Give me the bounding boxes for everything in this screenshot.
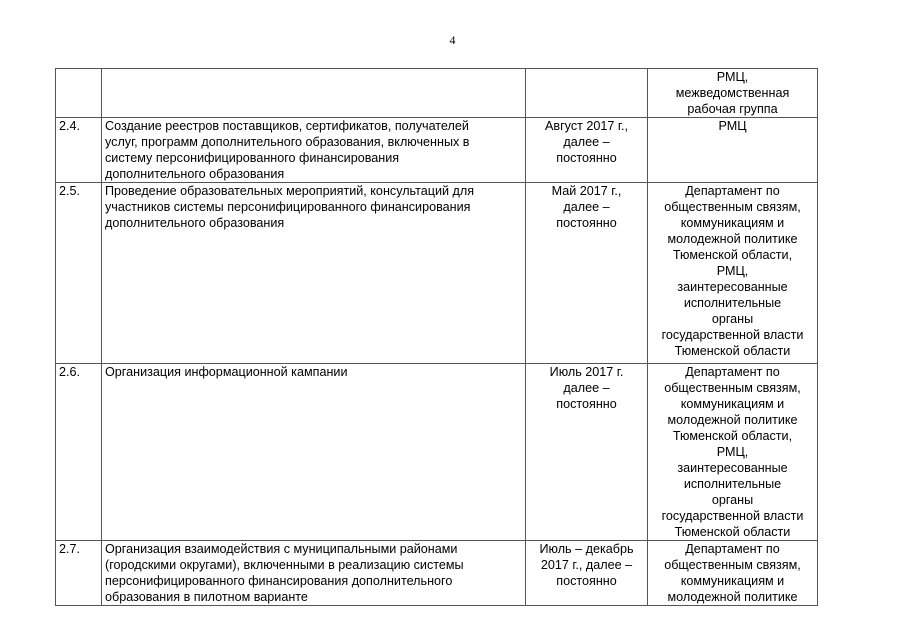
table-row: [56, 541, 818, 606]
page-number: 4: [449, 33, 456, 47]
table-row: [56, 69, 818, 118]
item-number-cell: 2.5.: [56, 183, 102, 364]
item-responsible-line: заинтересованные: [677, 461, 788, 475]
item-responsible-line: РМЦ: [718, 119, 747, 133]
item-date-line: далее –: [563, 381, 610, 395]
item-responsible-line: молодежной политике: [667, 413, 798, 427]
item-responsible-line: Тюменской области: [674, 344, 791, 358]
item-date-cell: [526, 118, 648, 183]
item-text-line: Организация взаимодействия с муниципальными районами: [105, 542, 458, 556]
item-responsible-line: молодежной политике: [667, 590, 798, 604]
item-text-cell: [102, 183, 526, 364]
item-text-line: персонифицированного финансирования дополнительного: [105, 574, 453, 588]
item-responsible-line: общественным связям,: [664, 381, 801, 395]
item-number-cell: [56, 69, 102, 118]
item-responsible-line: общественным связям,: [664, 558, 801, 572]
item-text-line: систему персонифицированного финансирования: [105, 151, 400, 165]
item-date-cell: [526, 541, 648, 606]
item-text-line: Организация информационной кампании: [105, 365, 348, 379]
item-date-cell: [526, 364, 648, 541]
item-date-line: Август 2017 г.,: [545, 119, 628, 133]
item-responsible-line: РМЦ,: [716, 264, 749, 278]
item-responsible-line: Департамент по: [685, 184, 780, 198]
item-responsible-cell: [648, 183, 818, 364]
item-responsible-cell: [648, 118, 818, 183]
item-responsible-line: государственной власти: [661, 328, 804, 342]
item-date-line: постоянно: [556, 397, 617, 411]
item-date-line: далее –: [563, 135, 610, 149]
item-responsible-line: Тюменской области: [674, 525, 791, 539]
item-text-line: образования в пилотном варианте: [105, 590, 308, 604]
item-responsible-line: исполнительные: [683, 477, 782, 491]
item-text-line: дополнительного образования: [105, 167, 285, 181]
table-row: [56, 118, 818, 183]
item-responsible-line: коммуникациям и: [680, 574, 785, 588]
item-responsible-cell: [648, 69, 818, 118]
item-text-cell: [102, 118, 526, 183]
item-date-line: постоянно: [556, 574, 617, 588]
item-text-line: (городскими округами), включенными в реализацию системы: [105, 558, 464, 572]
item-responsible-line: Тюменской области,: [672, 248, 793, 262]
item-responsible-line: рабочая группа: [687, 102, 778, 116]
item-date-line: Июль 2017 г.: [549, 365, 624, 379]
item-responsible-line: общественным связям,: [664, 200, 801, 214]
item-responsible-line: заинтересованные: [677, 280, 788, 294]
item-responsible-line: государственной власти: [661, 509, 804, 523]
item-responsible-line: Департамент по: [685, 365, 780, 379]
item-responsible-line: межведомственная: [675, 86, 790, 100]
item-responsible-line: молодежной политике: [667, 232, 798, 246]
item-responsible-line: органы: [711, 312, 754, 326]
item-responsible-line: органы: [711, 493, 754, 507]
item-date-line: Май 2017 г.,: [551, 184, 622, 198]
item-text-line: Создание реестров поставщиков, сертификатов, получателей: [105, 119, 469, 133]
item-responsible-line: РМЦ,: [716, 70, 749, 84]
item-responsible-cell: [648, 364, 818, 541]
item-date-line: далее –: [563, 200, 610, 214]
item-responsible-cell: [648, 541, 818, 606]
item-responsible-line: коммуникациям и: [680, 216, 785, 230]
item-responsible-line: коммуникациям и: [680, 397, 785, 411]
item-date-line: Июль – декабрь: [539, 542, 634, 556]
item-text-line: Проведение образовательных мероприятий, консультаций для: [105, 184, 475, 198]
item-text-line: услуг, программ дополнительного образования, включенных в: [105, 135, 470, 149]
item-date-cell: [526, 69, 648, 118]
item-text-cell: [102, 541, 526, 606]
plan-table: [55, 68, 818, 606]
item-date-line: постоянно: [556, 216, 617, 230]
item-number-cell: 2.4.: [56, 118, 102, 183]
item-text-cell: [102, 364, 526, 541]
item-responsible-line: исполнительные: [683, 296, 782, 310]
item-number-cell: 2.6.: [56, 364, 102, 541]
plan-table-body: [56, 69, 818, 606]
item-date-line: 2017 г., далее –: [540, 558, 633, 572]
item-responsible-line: Тюменской области,: [672, 429, 793, 443]
item-date-line: постоянно: [556, 151, 617, 165]
item-text-cell: [102, 69, 526, 118]
item-text-line: участников системы персонифицированного финансирования: [105, 200, 471, 214]
table-row: [56, 364, 818, 541]
item-responsible-line: РМЦ,: [716, 445, 749, 459]
item-date-cell: [526, 183, 648, 364]
item-responsible-line: Департамент по: [685, 542, 780, 556]
item-number-cell: 2.7.: [56, 541, 102, 606]
item-text-line: дополнительного образования: [105, 216, 285, 230]
table-row: [56, 183, 818, 364]
